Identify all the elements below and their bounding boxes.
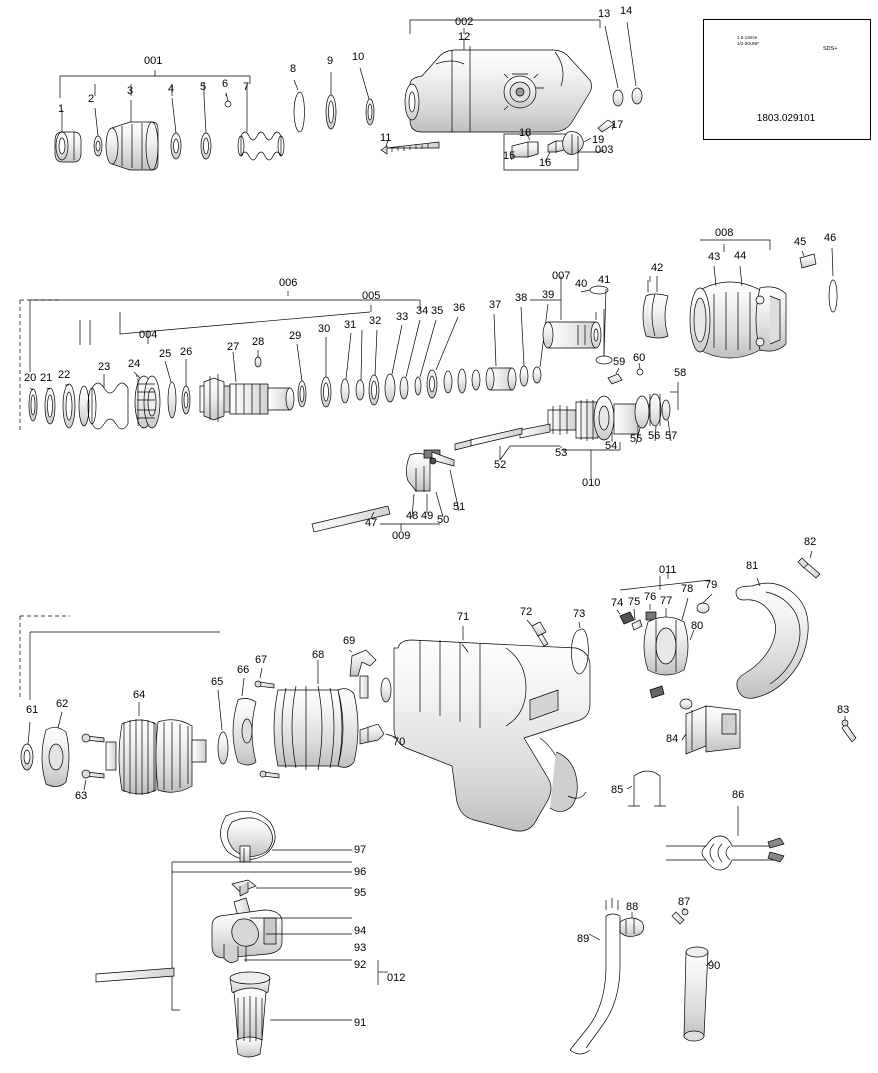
part-callout-14: 14 bbox=[620, 5, 633, 17]
part-callout-77: 77 bbox=[660, 595, 673, 607]
part-callout-11: 11 bbox=[380, 132, 392, 144]
part-callout-59: 59 bbox=[613, 356, 626, 368]
part-callout-53: 53 bbox=[555, 447, 568, 459]
part-callout-6: 6 bbox=[222, 78, 229, 90]
assembly-label-001: 001 bbox=[144, 55, 163, 67]
part-callout-10: 10 bbox=[352, 51, 365, 63]
part-callout-39: 39 bbox=[542, 289, 555, 301]
part-callout-66: 66 bbox=[237, 664, 250, 676]
part-callout-81: 81 bbox=[746, 560, 759, 572]
part-callout-31: 31 bbox=[344, 319, 357, 331]
part-callout-80: 80 bbox=[691, 620, 704, 632]
part-callout-30: 30 bbox=[318, 323, 331, 335]
assembly-label-009: 009 bbox=[392, 530, 411, 542]
part-callout-88: 88 bbox=[626, 901, 639, 913]
part-callout-44: 44 bbox=[734, 250, 747, 262]
part-callout-2: 2 bbox=[88, 93, 95, 105]
assembly-label-002: 002 bbox=[455, 16, 474, 28]
part-callout-37: 37 bbox=[489, 299, 502, 311]
part-callout-49: 49 bbox=[421, 510, 434, 522]
assembly-label-011: 011 bbox=[659, 564, 677, 576]
part-callout-94: 94 bbox=[354, 925, 367, 937]
part-callout-71: 71 bbox=[457, 611, 470, 623]
part-callout-61: 61 bbox=[26, 704, 39, 716]
part-callout-74: 74 bbox=[611, 597, 624, 609]
part-callout-84: 84 bbox=[666, 733, 679, 745]
part-callout-55: 55 bbox=[630, 433, 643, 445]
assembly-label-005: 005 bbox=[362, 290, 381, 302]
part-callout-76: 76 bbox=[644, 591, 657, 603]
inset-chuck-size-line2: 1/2-20UNF bbox=[737, 41, 760, 46]
part-callout-48: 48 bbox=[406, 510, 419, 522]
part-callout-73: 73 bbox=[573, 608, 586, 620]
part-callout-18: 18 bbox=[519, 127, 532, 139]
part-callout-87: 87 bbox=[678, 896, 691, 908]
part-callout-8: 8 bbox=[290, 63, 297, 75]
part-callout-42: 42 bbox=[651, 262, 664, 274]
part-callout-93: 93 bbox=[354, 942, 367, 954]
part-callout-57: 57 bbox=[665, 430, 678, 442]
part-callout-5: 5 bbox=[200, 81, 207, 93]
part-callout-97: 97 bbox=[354, 844, 367, 856]
part-callout-34: 34 bbox=[416, 305, 429, 317]
part-callout-40: 40 bbox=[575, 278, 588, 290]
part-callout-86: 86 bbox=[732, 789, 745, 801]
assembly-label-004: 004 bbox=[139, 329, 158, 341]
part-callout-90: 90 bbox=[708, 960, 721, 972]
part-callout-19: 19 bbox=[592, 134, 605, 146]
part-callout-62: 62 bbox=[56, 698, 69, 710]
part-callout-29: 29 bbox=[289, 330, 302, 342]
assembly-label-010: 010 bbox=[582, 477, 601, 489]
part-callout-89: 89 bbox=[577, 933, 590, 945]
part-callout-56: 56 bbox=[648, 430, 661, 442]
assembly-label-008: 008 bbox=[715, 227, 734, 239]
inset-chuck-size-line1: 1.5-13mm bbox=[737, 35, 758, 40]
part-callout-24: 24 bbox=[128, 358, 141, 370]
part-callout-33: 33 bbox=[396, 311, 409, 323]
part-callout-7: 7 bbox=[243, 81, 250, 93]
part-callout-26: 26 bbox=[180, 346, 193, 358]
part-callout-69: 69 bbox=[343, 635, 356, 647]
part-callout-85: 85 bbox=[611, 784, 624, 796]
part-callout-41: 41 bbox=[598, 274, 611, 286]
part-callout-27: 27 bbox=[227, 341, 240, 353]
assembly-label-003: 003 bbox=[595, 144, 614, 156]
part-callout-47: 47 bbox=[365, 517, 378, 529]
part-callout-38: 38 bbox=[515, 292, 528, 304]
part-callout-28: 28 bbox=[252, 336, 265, 348]
part-callout-13: 13 bbox=[598, 8, 611, 20]
inset-caption: 1803.029101 bbox=[756, 113, 816, 124]
part-callout-60: 60 bbox=[633, 352, 646, 364]
part-callout-22: 22 bbox=[58, 369, 71, 381]
part-callout-21: 21 bbox=[40, 372, 53, 384]
part-callout-83: 83 bbox=[837, 704, 850, 716]
assembly-label-007: 007 bbox=[552, 270, 571, 282]
part-callout-58: 58 bbox=[674, 367, 687, 379]
part-callout-68: 68 bbox=[312, 649, 325, 661]
part-callout-46: 46 bbox=[824, 232, 837, 244]
part-callout-75: 75 bbox=[628, 596, 641, 608]
part-callout-20: 20 bbox=[24, 372, 37, 384]
part-callout-45: 45 bbox=[794, 236, 807, 248]
part-callout-35: 35 bbox=[431, 305, 444, 317]
part-callout-16: 16 bbox=[539, 157, 552, 169]
part-callout-67: 67 bbox=[255, 654, 268, 666]
part-callout-70: 70 bbox=[393, 736, 406, 748]
part-callout-78: 78 bbox=[681, 583, 694, 595]
part-callout-51: 51 bbox=[453, 501, 466, 513]
part-callout-1: 1 bbox=[58, 103, 65, 115]
part-callout-52: 52 bbox=[494, 459, 507, 471]
part-callout-91: 91 bbox=[354, 1017, 367, 1029]
part-callout-23: 23 bbox=[98, 361, 111, 373]
part-callout-63: 63 bbox=[75, 790, 88, 802]
part-callout-54: 54 bbox=[605, 440, 618, 452]
part-callout-32: 32 bbox=[369, 315, 382, 327]
part-callout-43: 43 bbox=[708, 251, 721, 263]
part-callout-25: 25 bbox=[159, 348, 172, 360]
part-callout-95: 95 bbox=[354, 887, 367, 899]
part-callout-82: 82 bbox=[804, 536, 817, 548]
part-callout-3: 3 bbox=[127, 85, 134, 97]
part-callout-4: 4 bbox=[168, 83, 175, 95]
inset-sds-label: SDS+ bbox=[823, 46, 838, 52]
part-callout-17: 17 bbox=[611, 119, 624, 131]
part-callout-12: 12 bbox=[458, 31, 471, 43]
part-callout-92: 92 bbox=[354, 959, 367, 971]
part-callout-79: 79 bbox=[705, 579, 718, 591]
part-callout-9: 9 bbox=[327, 55, 334, 67]
assembly-label-012: 012 bbox=[387, 972, 406, 984]
assembly-label-006: 006 bbox=[279, 277, 298, 289]
part-callout-72: 72 bbox=[520, 606, 533, 618]
part-callout-15: 15 bbox=[503, 150, 516, 162]
part-callout-96: 96 bbox=[354, 866, 367, 878]
part-callout-64: 64 bbox=[133, 689, 146, 701]
part-callout-65: 65 bbox=[211, 676, 224, 688]
part-callout-50: 50 bbox=[437, 514, 450, 526]
part-callout-36: 36 bbox=[453, 302, 466, 314]
